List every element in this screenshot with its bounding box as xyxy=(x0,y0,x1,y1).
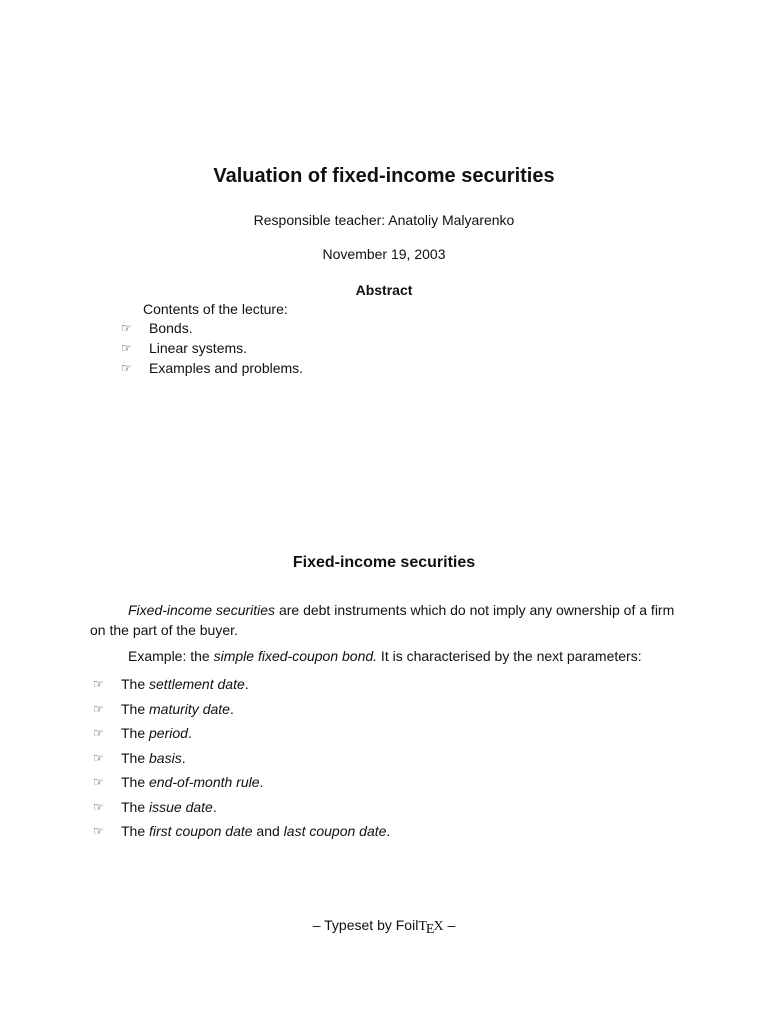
document-title: Valuation of fixed-income securities xyxy=(213,165,555,187)
param-term: basis xyxy=(149,749,182,766)
pointing-hand-icon: ☞ xyxy=(93,775,104,789)
document-date: November 19, 2003 xyxy=(322,246,446,262)
pointing-hand-icon: ☞ xyxy=(93,824,104,838)
param-term: maturity date xyxy=(149,700,230,717)
pointing-hand-icon: ☞ xyxy=(121,341,132,355)
param-suffix: . xyxy=(181,749,186,766)
pointing-hand-icon: ☞ xyxy=(93,726,104,740)
param-prefix: The xyxy=(121,798,150,815)
param-suffix: . xyxy=(244,676,249,692)
typeset-footer xyxy=(0,915,768,937)
definition-paragraph xyxy=(90,600,690,640)
param-prefix: The xyxy=(121,725,150,741)
param-term: end-of-month rule xyxy=(149,774,260,790)
pointing-hand-icon: ☞ xyxy=(93,799,104,814)
param-suffix: . xyxy=(229,700,234,717)
example-paragraph xyxy=(90,646,690,666)
param-suffix: . xyxy=(212,798,217,815)
param-suffix: . xyxy=(259,774,264,790)
param-prefix: The xyxy=(121,749,150,766)
definition-term: Fixed-income securities xyxy=(128,602,276,618)
list-item xyxy=(121,358,303,378)
param-text xyxy=(121,674,249,694)
list-item xyxy=(93,748,390,773)
param-prefix: The xyxy=(121,676,150,692)
list-item xyxy=(93,674,390,699)
example-prefix: Example: the xyxy=(128,648,214,664)
parameters-list xyxy=(93,674,390,846)
pointing-hand-icon: ☞ xyxy=(121,321,132,335)
param-text xyxy=(121,797,217,817)
list-item xyxy=(93,821,390,846)
example-suffix: It is characterised by the next parameters: xyxy=(377,648,642,664)
param-prefix: The xyxy=(121,774,150,790)
param-suffix: . xyxy=(386,823,391,839)
list-item-label: Bonds. xyxy=(149,320,193,336)
param-term: settlement date xyxy=(149,676,245,692)
param-prefix: The xyxy=(121,700,150,717)
list-item-label: Examples and problems. xyxy=(149,360,304,376)
param-text xyxy=(121,699,234,719)
contents-list xyxy=(121,318,303,378)
param-text xyxy=(121,772,263,792)
pointing-hand-icon: ☞ xyxy=(121,361,132,375)
pointing-hand-icon: ☞ xyxy=(93,701,104,716)
param-term: period xyxy=(149,725,188,741)
param-text xyxy=(121,748,186,768)
abstract-heading: Abstract xyxy=(355,282,413,298)
param-conjunction: and xyxy=(252,823,284,839)
tex-logo-t: T xyxy=(418,919,427,934)
footer-prefix: – Typeset by Foil xyxy=(312,917,419,933)
definition-text: are debt instruments which do not imply any ownership of a firm on the part of the buyer. xyxy=(90,602,675,638)
example-term: simple fixed-coupon bond. xyxy=(213,648,378,664)
list-item xyxy=(93,797,390,822)
tex-logo-e: E xyxy=(425,922,435,937)
list-item-label: Linear systems. xyxy=(149,340,248,356)
param-suffix: . xyxy=(187,725,192,741)
footer-suffix: – xyxy=(443,917,456,933)
list-item xyxy=(93,699,390,724)
list-item xyxy=(93,723,390,748)
list-item xyxy=(121,318,303,338)
list-item xyxy=(121,338,303,358)
param-text xyxy=(121,723,192,743)
contents-intro: Contents of the lecture: xyxy=(143,301,288,317)
section-heading: Fixed-income securities xyxy=(292,554,476,571)
param-term: first coupon date xyxy=(149,823,253,839)
tex-logo-x: X xyxy=(433,919,444,934)
pointing-hand-icon: ☞ xyxy=(93,750,104,765)
param-text xyxy=(121,821,390,841)
responsible-teacher: Responsible teacher: Anatoliy Malyarenko xyxy=(253,212,515,228)
list-item xyxy=(93,772,390,797)
param-prefix: The xyxy=(121,823,150,839)
param-term: last coupon date xyxy=(283,823,387,839)
param-term: issue date xyxy=(149,798,213,815)
pointing-hand-icon: ☞ xyxy=(93,677,104,691)
